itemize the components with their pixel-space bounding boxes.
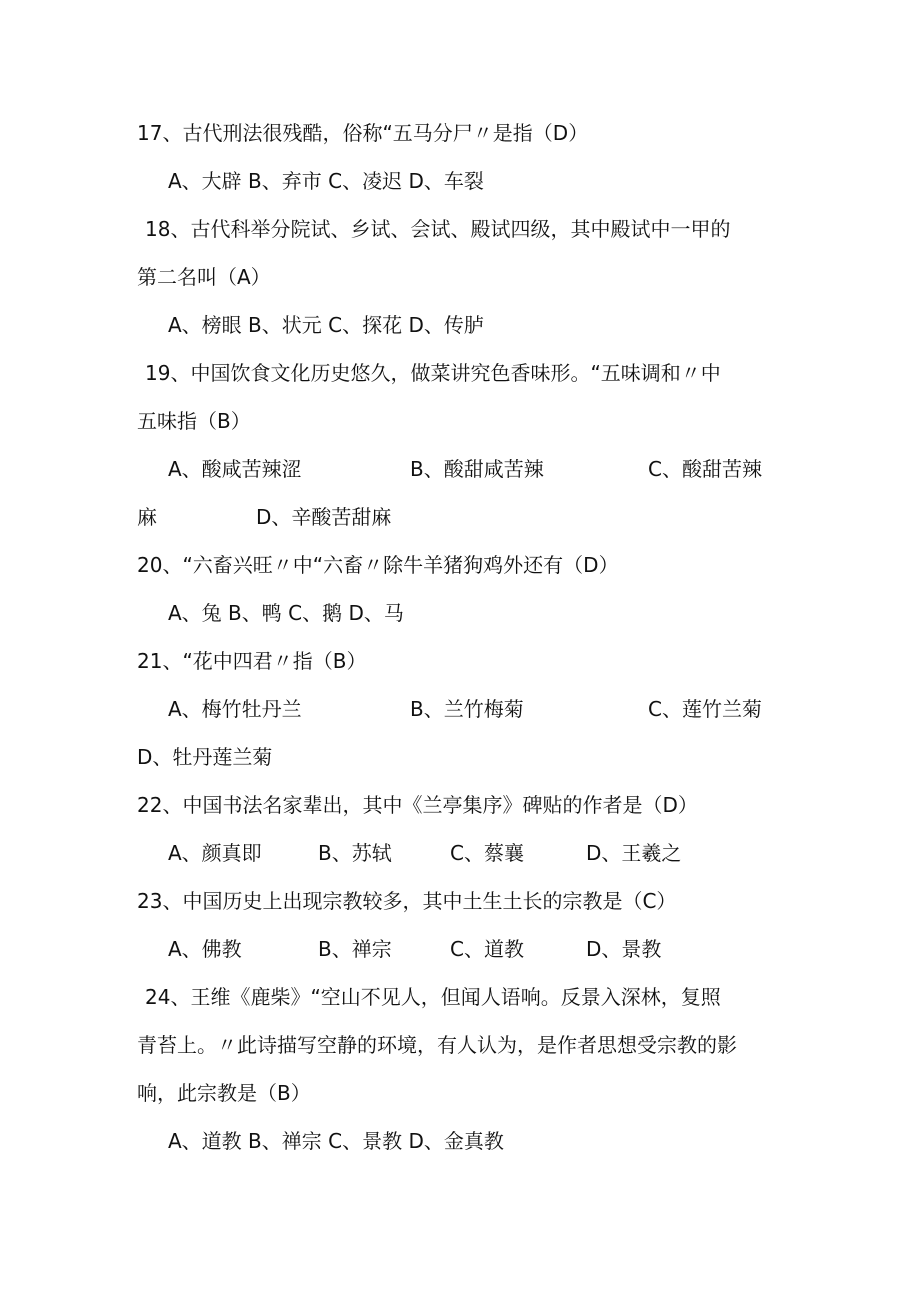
question-24-text-cont-2: 响，此宗教是（B） xyxy=(137,1081,311,1105)
question-23-option-c: C、道教 xyxy=(450,937,524,961)
question-22-option-b: B、苏轼 xyxy=(318,841,392,865)
question-19-option-c-cont: 麻 xyxy=(137,505,157,529)
question-20-options: A、兔 B、鸭 C、鹅 D、马 xyxy=(168,601,404,625)
question-22-option-a: A、颜真即 xyxy=(168,841,262,865)
question-24-text: 24、王维《鹿柴》“空山不见人，但闻人语响。反景入深林，复照 xyxy=(145,985,721,1009)
question-22-option-c: C、蔡襄 xyxy=(450,841,524,865)
question-24-options: A、道教 B、禅宗 C、景教 D、金真教 xyxy=(168,1129,504,1153)
question-21-text: 21、“花中四君〃指（B） xyxy=(137,649,367,673)
question-24-text-cont: 青苔上。〃此诗描写空静的环境，有人认为，是作者思想受宗教的影 xyxy=(137,1033,737,1057)
question-19-option-c: C、酸甜苦辣 xyxy=(648,457,762,481)
question-23-option-b: B、禅宗 xyxy=(318,937,392,961)
question-23-option-a: A、佛教 xyxy=(168,937,242,961)
question-22-text: 22、中国书法名家辈出，其中《兰亭集序》碑贴的作者是（D） xyxy=(137,793,698,817)
question-21-option-c: C、莲竹兰菊 xyxy=(648,697,762,721)
question-18-text: 18、古代科举分院试、乡试、会试、殿试四级，其中殿试中一甲的 xyxy=(145,217,731,241)
question-19-option-a: A、酸咸苦辣涩 xyxy=(168,457,302,481)
question-19-text: 19、中国饮食文化历史悠久，做菜讲究色香味形。“五味调和〃中 xyxy=(145,361,721,385)
question-21-option-d: D、牡丹莲兰菊 xyxy=(137,745,273,769)
question-17-options: A、大辟 B、弃市 C、凌迟 D、车裂 xyxy=(168,169,484,193)
question-18-text-cont: 第二名叫（A） xyxy=(137,265,271,289)
question-19-option-d: D、辛酸苦甜麻 xyxy=(256,505,392,529)
question-23-text: 23、中国历史上出现宗教较多，其中土生土长的宗教是（C） xyxy=(137,889,677,913)
question-23-option-d: D、景教 xyxy=(586,937,662,961)
question-21-option-a: A、梅竹牡丹兰 xyxy=(168,697,302,721)
question-21-option-b: B、兰竹梅菊 xyxy=(410,697,524,721)
question-17-text: 17、古代刑法很残酷，俗称“五马分尸〃是指（D） xyxy=(137,121,589,145)
question-20-text: 20、“六畜兴旺〃中“六畜〃除牛羊猪狗鸡外还有（D） xyxy=(137,553,619,577)
question-19-text-cont: 五味指（B） xyxy=(137,409,251,433)
question-22-option-d: D、王羲之 xyxy=(586,841,682,865)
question-19-option-b: B、酸甜咸苦辣 xyxy=(410,457,544,481)
question-18-options: A、榜眼 B、状元 C、探花 D、传胪 xyxy=(168,313,484,337)
